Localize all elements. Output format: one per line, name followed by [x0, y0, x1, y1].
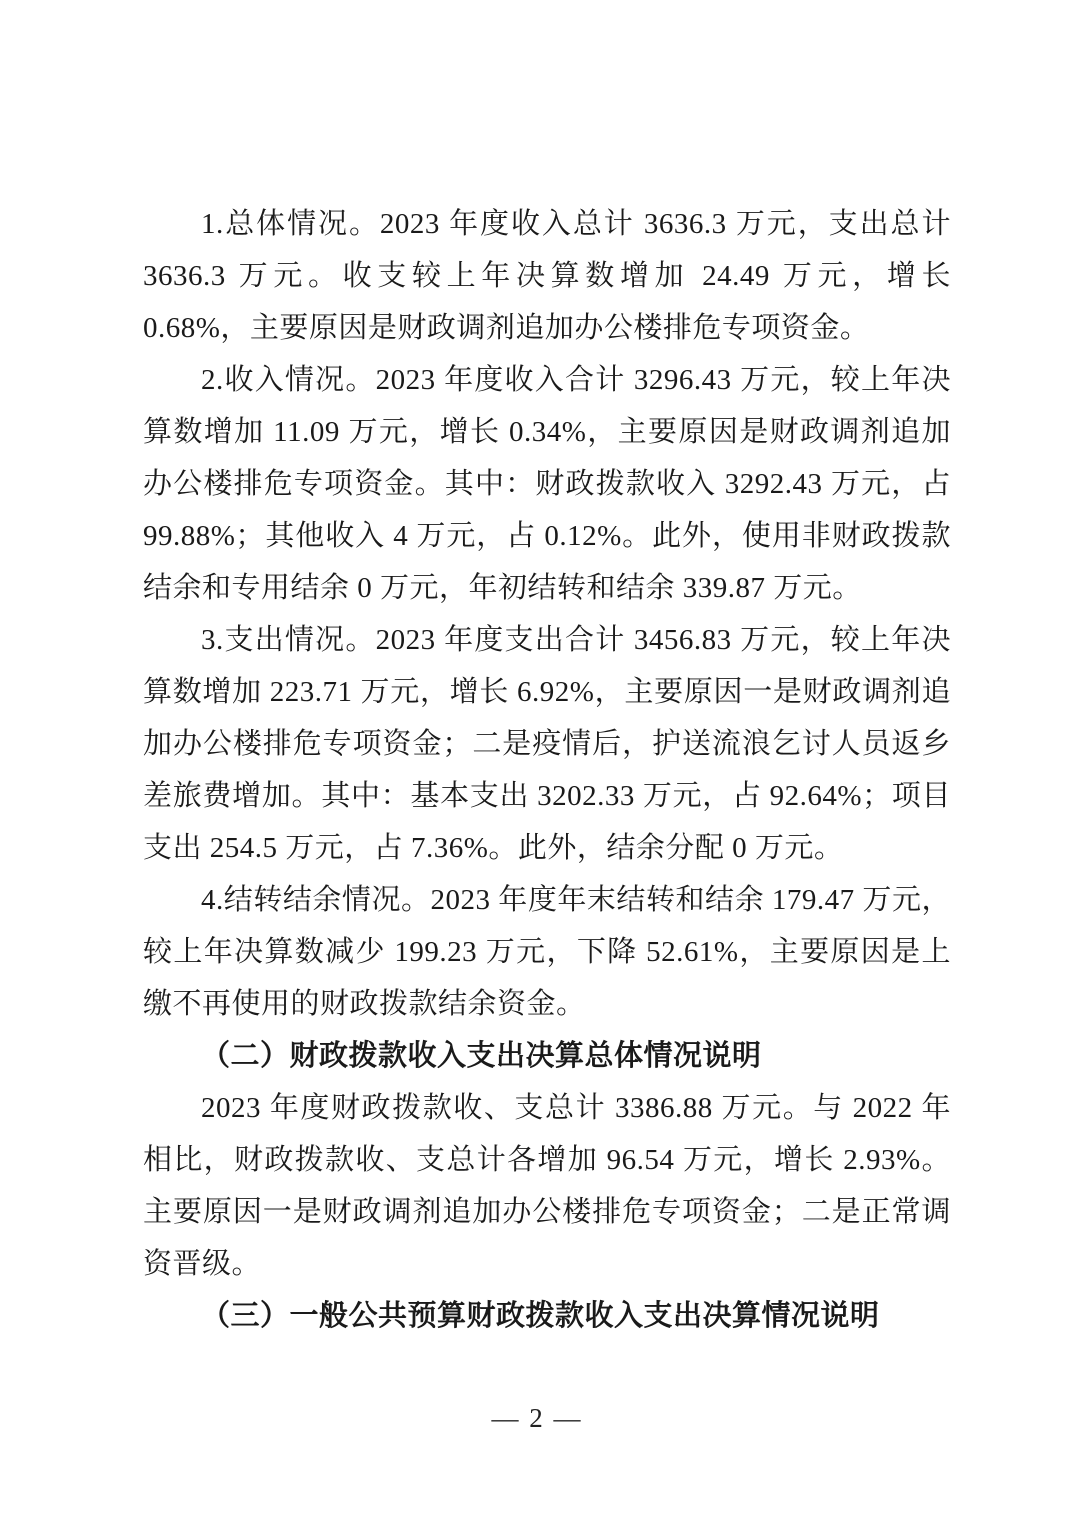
page-number: — 2 — — [491, 1403, 583, 1433]
paragraph-fiscal-appropriation-totals: 2023 年度财政拨款收、支总计 3386.88 万元。与 2022 年相比，财政拨款收、支总计各增加 96.54 万元，增长 2.93%。主要原因一是财政调剂追加办公楼排危专项资金；二是正常调资晋级。 — [143, 1092, 951, 1280]
section-heading-general-public-budget: （三）一般公共预算财政拨款收入支出决算情况说明 — [201, 1300, 880, 1332]
paragraph-carryover-balance-situation: 4.结转结余情况。2023 年度年末结转和结余 179.47 万元，较上年决算数减少 199.23 万元，下降 52.61%，主要原因是上缴不再使用的财政拨款结余资金。 — [143, 884, 951, 1020]
paragraph-overall-situation: 1.总体情况。2023 年度收入总计 3636.3 万元，支出总计 3636.3 万元。收支较上年决算数增加 24.49 万元，增长 0.68%，主要原因是财政调剂追加办公楼排危专项资金。 — [143, 208, 951, 344]
document-body — [143, 198, 951, 1342]
paragraph-expenditure-situation: 3.支出情况。2023 年度支出合计 3456.83 万元，较上年决算数增加 223.71 万元，增长 6.92%，主要原因一是财政调剂追加办公楼排危专项资金；二是疫情后，护送流浪乞讨人员返乡差旅费增加。其中：基本支出 3202.33 万元，占 92.64%；项目支出 254.5 万元，占 7.36%。此外，结余分配 0 万元。 — [143, 624, 951, 864]
paragraph-income-situation: 2.收入情况。2023 年度收入合计 3296.43 万元，较上年决算数增加 11.09 万元，增长 0.34%，主要原因是财政调剂追加办公楼排危专项资金。其中：财政拨款收入 3292.43 万元，占 99.88%；其他收入 4 万元，占 0.12%。此外，使用非财政拨款结余和专用结余 0 万元，年初结转和结余 339.87 万元。 — [143, 364, 951, 604]
section-heading-fiscal-appropriation-overview: （二）财政拨款收入支出决算总体情况说明 — [201, 1040, 762, 1072]
